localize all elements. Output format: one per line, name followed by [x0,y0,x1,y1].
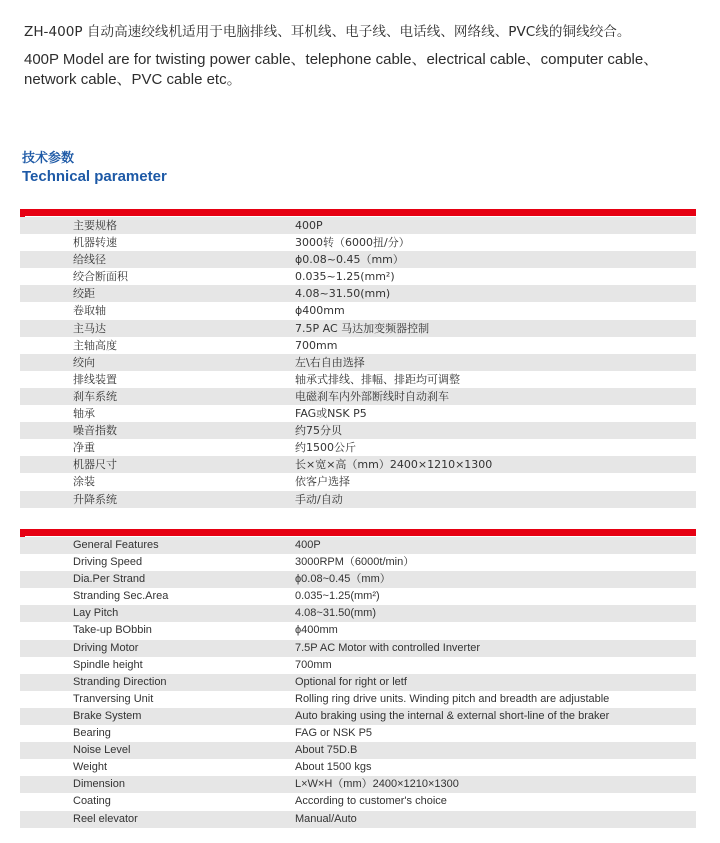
table-row [20,473,696,490]
param-name: Weight [73,761,108,774]
red-accent-bar [25,209,696,216]
table-row [20,742,696,759]
param-value: ϕ0.08~0.45（mm） [295,573,391,586]
table-row [20,657,696,674]
table-row [20,554,696,571]
param-value: 700mm [295,658,332,671]
intro-en-line-2: network cable、PVC cable etc。 [24,71,242,88]
param-name: 主马达 [73,321,106,335]
param-value: 400P [295,219,323,232]
param-name: Brake System [73,709,142,722]
heading-cn: 技术参数 [22,151,75,166]
param-value: FAG or NSK P5 [295,727,373,740]
param-value: 4.08~31.50(mm) [295,287,391,301]
param-value: 手动/自动 [295,492,343,506]
param-name: 排线装置 [73,372,117,386]
param-name: 机器转速 [73,236,117,250]
table-row [20,725,696,742]
param-name: Lay Pitch [73,607,119,620]
param-name: Driving Motor [73,641,139,654]
table-rows [20,217,696,508]
param-name: General Features [73,539,159,551]
param-name: 轴承 [73,407,95,421]
param-name: 涂装 [73,475,95,489]
table-rows [20,537,696,828]
param-name: 机器尺寸 [73,458,117,472]
param-value: L×W×H（mm）2400×1210×1300 [295,778,459,791]
param-value: 3000RPM（6000t/min） [295,556,415,569]
param-name: 绞距 [73,287,95,301]
param-name: 绞向 [73,355,95,369]
param-value: 7.5P AC Motor with controlled Inverter [295,641,481,654]
param-value: 左\右自由选择 [295,355,365,369]
param-name: Coating [73,795,111,808]
section-heading [22,151,167,187]
param-value: ϕ0.08~0.45（mm） [295,253,404,267]
param-name: Spindle height [73,658,143,671]
table-row [20,691,696,708]
table-row [20,422,696,439]
param-value: ϕ400mm [295,624,338,637]
param-name: Stranding Sec.Area [73,590,169,603]
param-value: 0.035~1.25(mm²) [295,590,380,603]
table-row [20,320,696,337]
intro-en-line-1: 400P Model are for twisting power cable、telephone cable、electrical cable、computer cable、 [24,51,659,68]
param-value: Auto braking using the internal & external short-line of the braker [295,709,610,722]
table-row [20,388,696,405]
table-row [20,456,696,473]
param-value: 4.08~31.50(mm) [295,607,377,620]
table-row [20,537,696,554]
param-name: Driving Speed [73,556,143,569]
table-row [20,759,696,776]
param-name: Noise Level [73,744,131,757]
intro-text [24,22,704,90]
table-row [20,588,696,605]
param-value: Optional for right or letf [295,675,407,688]
param-value: According to customer's choice [295,795,447,808]
table-row [20,337,696,354]
intro-cn-line: ZH-400P 自动高速绞线机适用于电脑排线、耳机线、电子线、电话线、网络线、PVC线的铜线绞合。 [24,24,631,40]
table-row [20,776,696,793]
param-name: 升降系统 [73,492,117,506]
param-name: Bearing [73,727,111,740]
table-row [20,793,696,810]
param-name: Stranding Direction [73,675,167,688]
heading-en: Technical parameter [22,168,167,185]
red-accent-bar [25,529,696,536]
param-name: 主轴高度 [73,338,117,352]
param-name: Reel elevator [73,812,138,825]
table-row [20,302,696,319]
table-row [20,371,696,388]
param-value: 电磁刹车内外部断线时自动刹车 [295,389,449,403]
param-value: 依客户选择 [295,475,350,489]
table-row [20,811,696,828]
spec-table-cn [20,209,696,508]
table-row [20,674,696,691]
param-name: Take-up BObbin [73,624,152,637]
param-value: 400P [295,539,321,551]
table-row [20,708,696,725]
table-top-bar [20,209,696,217]
table-row [20,571,696,588]
param-value: 约1500公斤 [295,441,356,455]
table-row [20,640,696,657]
spec-table-en [20,529,696,828]
intro-en-paragraph [24,50,704,90]
param-value: 0.035~1.25(mm²) [295,270,395,284]
param-name: Dia.Per Strand [73,573,146,586]
param-value: 7.5P AC 马达加变频器控制 [295,321,430,335]
param-name: 给线径 [73,253,106,267]
param-value: 3000转（6000扭/分） [295,236,410,250]
table-row [20,268,696,285]
param-value: 700mm [295,338,338,352]
table-top-bar [20,529,696,537]
param-name: 主要规格 [73,219,117,232]
param-name: 净重 [73,441,95,455]
table-row [20,354,696,371]
param-value: 约75分贝 [295,424,342,438]
table-row [20,605,696,622]
table-row [20,251,696,268]
table-row [20,234,696,251]
param-name: Tranversing Unit [73,692,154,705]
table-row [20,405,696,422]
param-value: 轴承式排线、排幅、排距均可调整 [295,372,460,386]
param-name: 卷取轴 [73,304,106,318]
table-row [20,491,696,508]
table-row [20,217,696,234]
table-row [20,285,696,302]
param-value: ϕ400mm [295,304,345,318]
param-value: About 1500 kgs [295,761,372,774]
param-value: 长×宽×高（mm）2400×1210×1300 [295,458,493,472]
param-value: FAG或NSK P5 [295,407,367,421]
param-name: 噪音指数 [73,424,117,438]
param-name: Dimension [73,778,125,791]
param-value: About 75D.B [295,744,358,757]
param-name: 绞合断面积 [73,270,128,284]
table-row [20,622,696,639]
param-value: Manual/Auto [295,812,357,825]
table-row [20,439,696,456]
param-name: 刹车系统 [73,389,117,403]
param-value: Rolling ring drive units. Winding pitch and breadth are adjustable [295,692,610,705]
